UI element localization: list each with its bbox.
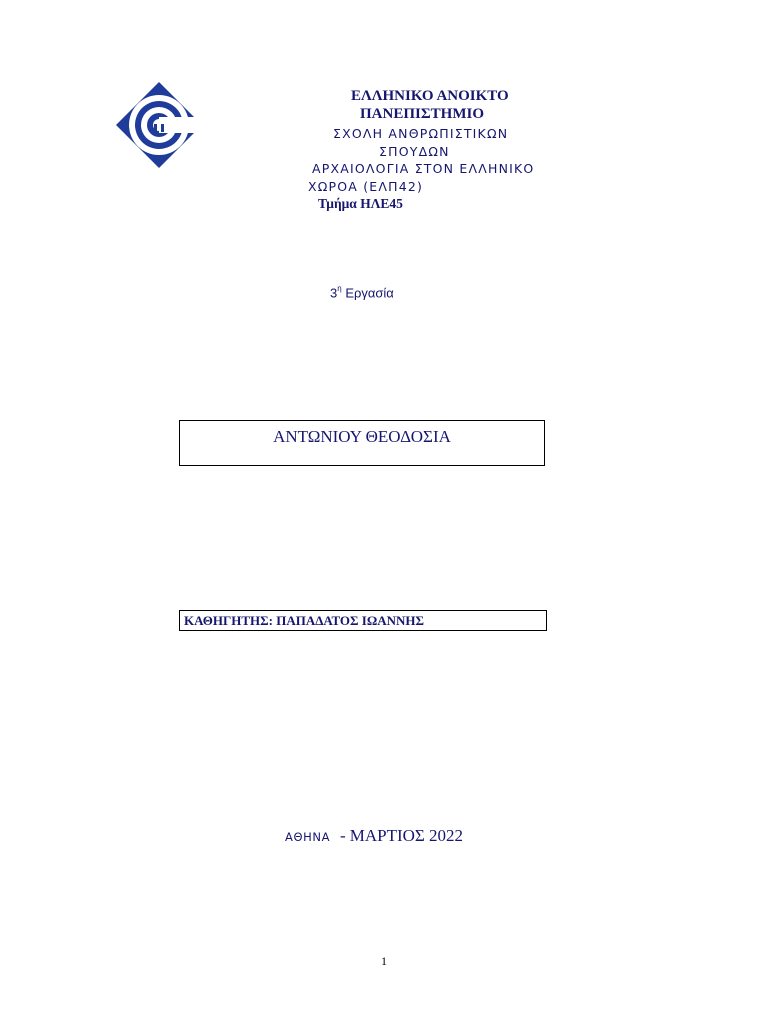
school-name-line2: ΣΠΟΥΔΩΝ — [379, 144, 450, 159]
assignment-number: 3 — [330, 285, 338, 301]
page-number: 1 — [381, 954, 387, 968]
professor-box — [179, 610, 547, 631]
school-name-line1: ΣΧΟΛΗ ΑΝΘΡΩΠΙΣΤΙΚΩΝ — [333, 126, 509, 141]
footer-separator: - — [340, 826, 346, 845]
university-name-line1: ΕΛΛΗΝΙΚΟ ΑΝΟΙΚΤΟ — [351, 88, 509, 104]
footer-date: ΜΑΡΤΙΟΣ 2022 — [349, 826, 464, 845]
university-logo-icon — [114, 80, 204, 170]
assignment-label: Εργασία — [345, 285, 394, 301]
assignment-number-suffix: η — [337, 284, 342, 293]
professor-name: ΚΑΘΗΓΗΤΗΣ: ΠΑΠΑΔΑΤΟΣ ΙΩΑΝΝΗΣ — [184, 613, 425, 628]
assignment-title — [330, 285, 394, 300]
course-name-line1: ΑΡΧΑΙΟΛΟΓΙΑ ΣΤΟΝ ΕΛΛΗΝΙΚΟ — [312, 161, 535, 176]
department-label: Τμήμα ΗΛΕ45 — [318, 196, 403, 211]
footer-location-date — [285, 826, 463, 846]
university-name-line2: ΠΑΝΕΠΙΣΤΗΜΙΟ — [360, 106, 484, 122]
footer-city: ΑΘΗΝΑ — [285, 830, 331, 844]
course-name-line2: ΧΩΡΟΑ (ΕΛΠ42) — [308, 179, 424, 194]
student-name: ΑΝΤΩΝΙΟΥ ΘΕΟΔΟΣΙΑ — [273, 427, 451, 446]
student-name-box — [179, 420, 545, 466]
